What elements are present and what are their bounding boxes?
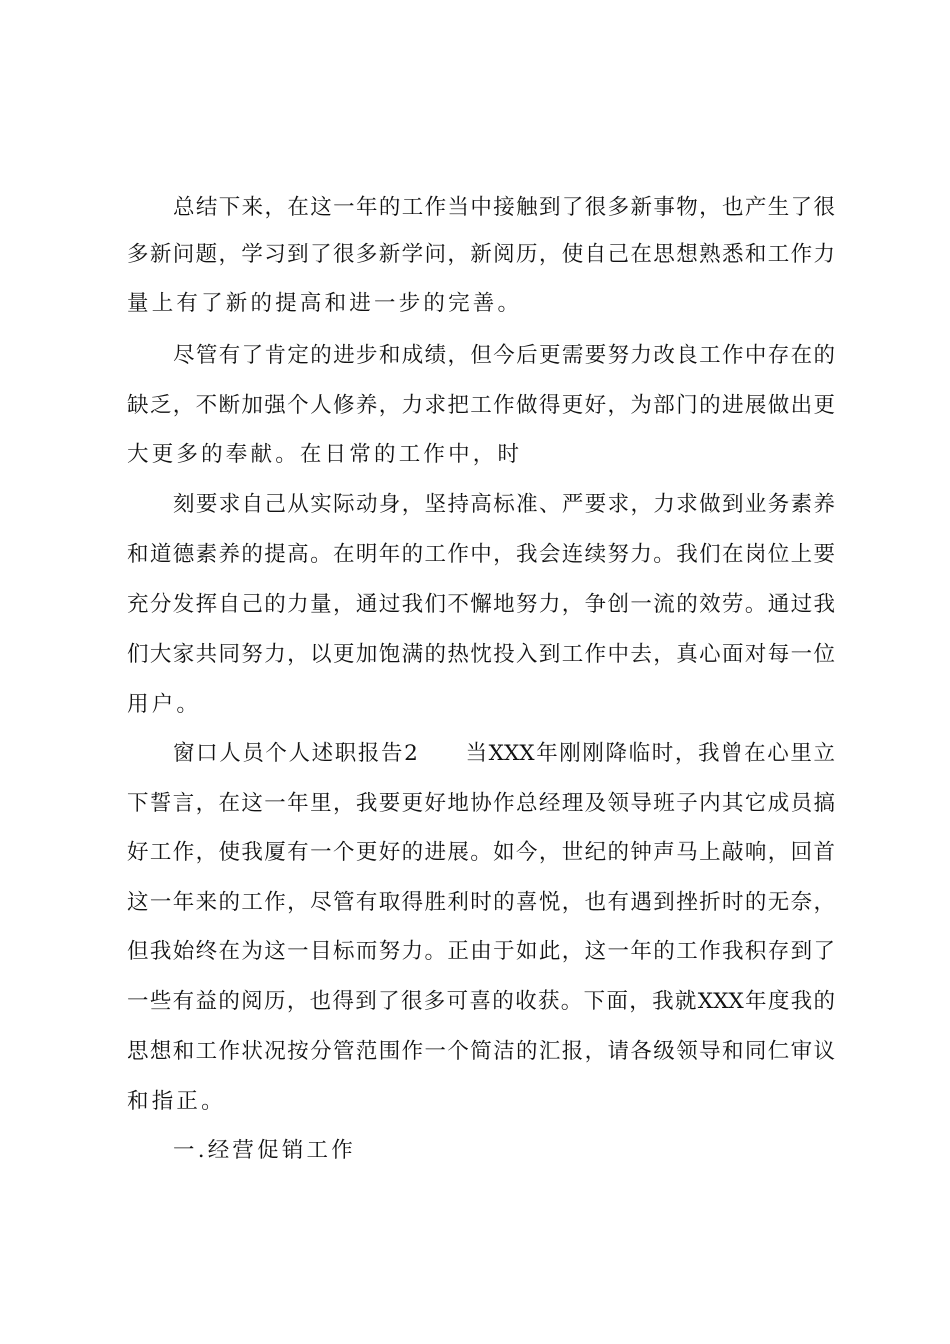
paragraph-line: 充分发挥自己的力量，通过我们不懈地努力，争创一流的效劳。通过我 (127, 592, 835, 617)
paragraph-line: 大更多的奉献。在日常的工作中，时 (127, 442, 523, 467)
subsection-heading: 一.经营促销工作 (173, 1138, 356, 1163)
paragraph-line: 和指正。 (127, 1089, 226, 1114)
paragraph-line: 总结下来，在这一年的工作当中接触到了很多新事物，也产生了很 (173, 195, 835, 220)
paragraph-line: 但我始终在为这一目标而努力。正由于如此，这一年的工作我积存到了 (127, 939, 835, 964)
paragraph-line: 用户。 (127, 692, 202, 717)
paragraph-line: 量上有了新的提高和进一步的完善。 (127, 291, 523, 316)
paragraph-line: 这一年来的工作，尽管有取得胜利时的喜悦，也有遇到挫折时的无奈， (127, 890, 835, 915)
paragraph-line: 一些有益的阅历，也得到了很多可喜的收获。下面，我就XXX年度我的 (127, 989, 835, 1014)
paragraph-line: 刻要求自己从实际动身，坚持高标准、严要求，力求做到业务素养 (173, 492, 835, 517)
paragraph-line: 下誓言，在这一年里，我要更好地协作总经理及领导班子内其它成员搞 (127, 791, 835, 816)
paragraph-line: 缺乏，不断加强个人修养，力求把工作做得更好，为部门的进展做出更 (127, 393, 835, 418)
paragraph-line: 们大家共同努力，以更加饱满的热忱投入到工作中去，真心面对每一位 (127, 642, 835, 667)
paragraph-line: 思想和工作状况按分管范围作一个简洁的汇报，请各级领导和同仁审议 (127, 1039, 835, 1064)
section-heading-line: 窗口人员个人述职报告2 当XXX年刚刚降临时，我曾在心里立 (173, 741, 835, 766)
paragraph-line: 和道德素养的提高。在明年的工作中，我会连续努力。我们在岗位上要 (127, 542, 835, 567)
paragraph-line: 好工作，使我厦有一个更好的进展。如今，世纪的钟声马上敲响，回首 (127, 840, 835, 865)
paragraph-line: 尽管有了肯定的进步和成绩，但今后更需要努力改良工作中存在的 (173, 343, 835, 368)
paragraph-line: 多新问题，学习到了很多新学问，新阅历，使自己在思想熟悉和工作力 (127, 242, 835, 267)
